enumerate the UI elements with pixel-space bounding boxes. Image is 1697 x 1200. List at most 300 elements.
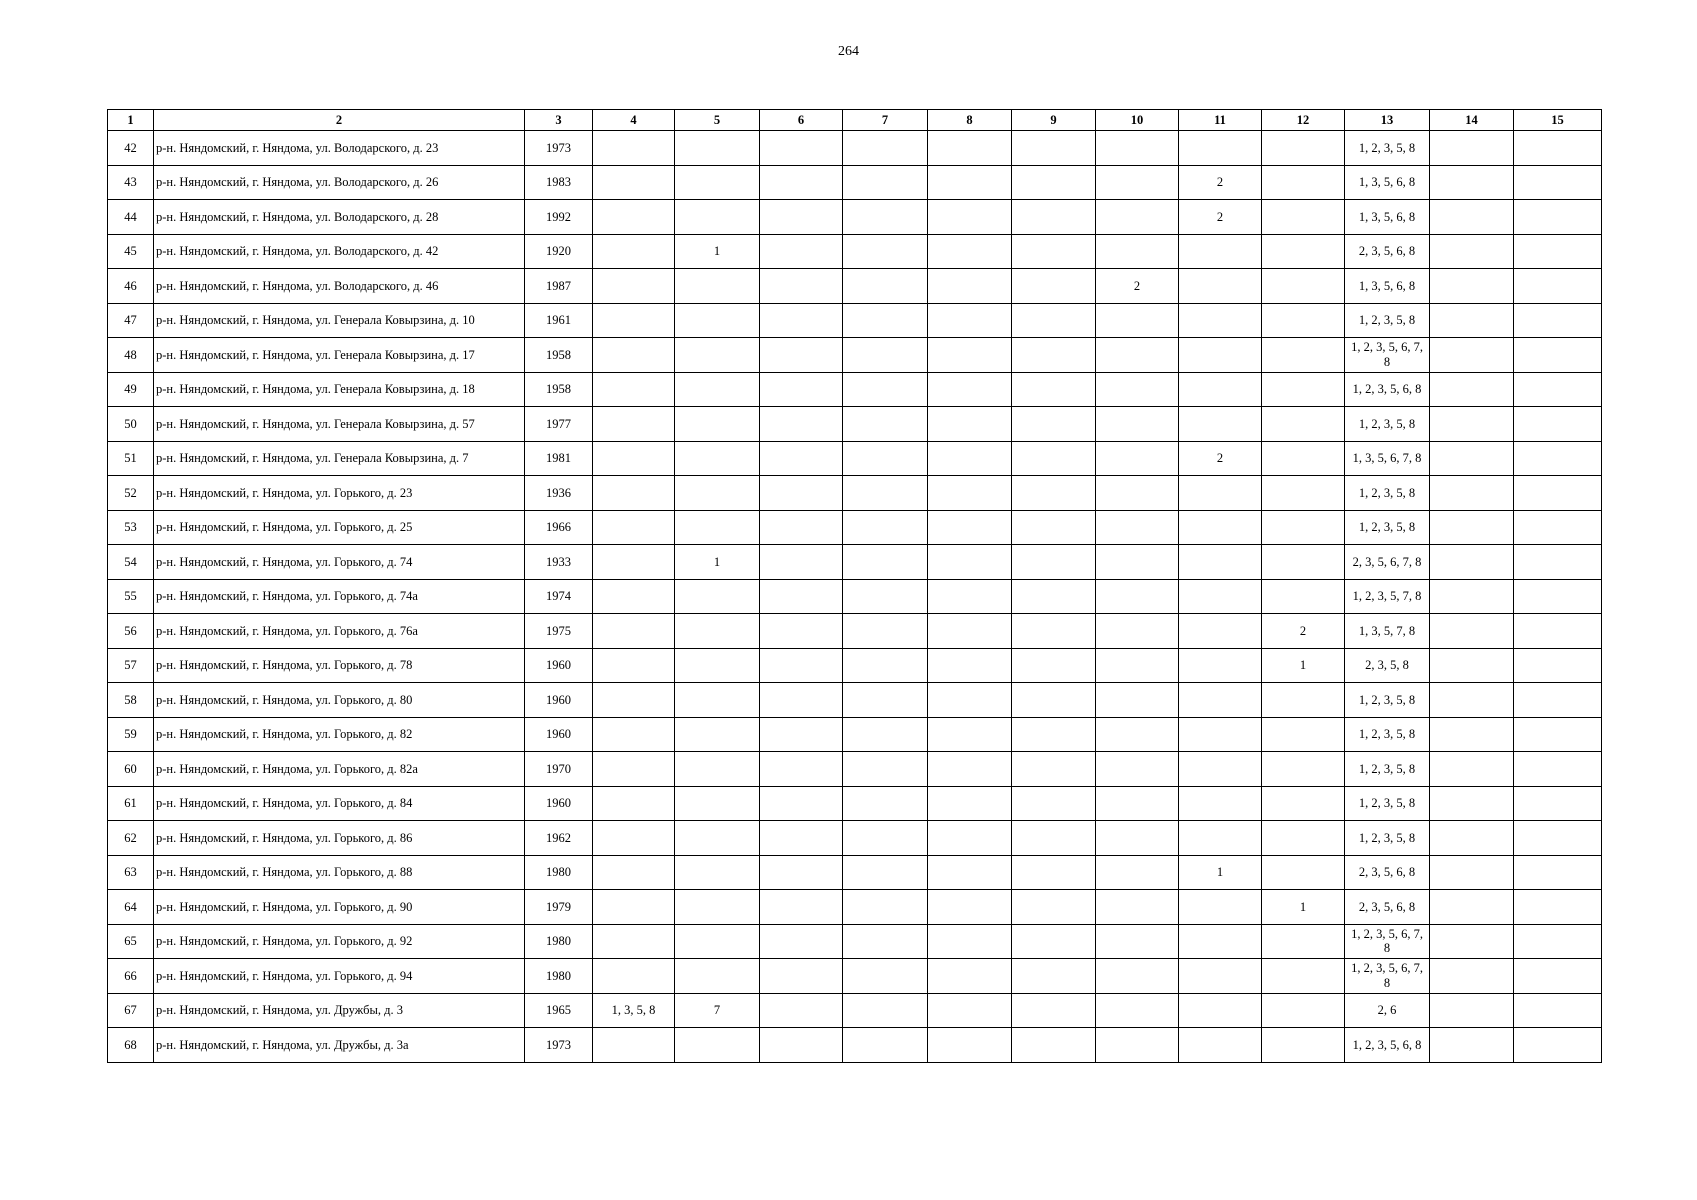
table-cell: 1, 2, 3, 5, 8 xyxy=(1345,786,1430,821)
row-number-cell: 63 xyxy=(108,855,154,890)
table-row xyxy=(108,855,1602,890)
table-cell xyxy=(675,269,760,304)
table-cell: 1, 3, 5, 8 xyxy=(593,993,675,1028)
table-cell xyxy=(760,510,843,545)
table-cell xyxy=(1179,579,1262,614)
table-cell: 1970 xyxy=(525,752,593,787)
table-cell xyxy=(593,510,675,545)
table-cell xyxy=(1430,924,1514,959)
table-cell xyxy=(1430,614,1514,649)
table-cell xyxy=(843,752,928,787)
column-header-15: 15 xyxy=(1514,110,1602,131)
table-cell xyxy=(1096,510,1179,545)
table-cell: 1 xyxy=(1262,648,1345,683)
table-cell xyxy=(928,855,1012,890)
table-cell xyxy=(843,717,928,752)
table-cell xyxy=(1262,924,1345,959)
table-row xyxy=(108,890,1602,925)
table-cell xyxy=(760,579,843,614)
table-cell: 1, 2, 3, 5, 8 xyxy=(1345,683,1430,718)
table-cell xyxy=(593,165,675,200)
table-cell xyxy=(1179,1028,1262,1063)
table-cell xyxy=(1262,579,1345,614)
table-cell xyxy=(593,1028,675,1063)
table-cell: 1981 xyxy=(525,441,593,476)
table-cell xyxy=(1262,545,1345,580)
table-cell: 2, 3, 5, 6, 7, 8 xyxy=(1345,545,1430,580)
table-cell xyxy=(843,890,928,925)
table-cell xyxy=(593,717,675,752)
table-cell xyxy=(928,614,1012,649)
column-header-6: 6 xyxy=(760,110,843,131)
row-number-cell: 60 xyxy=(108,752,154,787)
table-cell xyxy=(1096,890,1179,925)
table-cell: 1, 2, 3, 5, 8 xyxy=(1345,717,1430,752)
table-cell xyxy=(593,579,675,614)
table-cell xyxy=(593,821,675,856)
table-cell: 1975 xyxy=(525,614,593,649)
table-cell xyxy=(928,890,1012,925)
table-cell xyxy=(1514,476,1602,511)
table-cell xyxy=(1179,821,1262,856)
column-header-1: 1 xyxy=(108,110,154,131)
address-cell: р-н. Няндомский, г. Няндома, ул. Горького, д. 94 xyxy=(154,959,525,994)
table-cell xyxy=(1179,510,1262,545)
row-number-cell: 56 xyxy=(108,614,154,649)
column-header-3: 3 xyxy=(525,110,593,131)
table-cell xyxy=(1179,614,1262,649)
table-cell xyxy=(1514,131,1602,166)
table-cell: 2 xyxy=(1096,269,1179,304)
table-cell xyxy=(593,441,675,476)
table-row xyxy=(108,165,1602,200)
table-cell xyxy=(675,303,760,338)
table-cell: 2 xyxy=(1179,441,1262,476)
table-cell xyxy=(928,303,1012,338)
table-cell xyxy=(928,441,1012,476)
table-cell xyxy=(675,579,760,614)
table-cell xyxy=(760,1028,843,1063)
table-cell xyxy=(1096,993,1179,1028)
table-cell: 2, 3, 5, 6, 8 xyxy=(1345,234,1430,269)
address-cell: р-н. Няндомский, г. Няндома, ул. Генерала Ковырзина, д. 10 xyxy=(154,303,525,338)
table-row xyxy=(108,752,1602,787)
table-cell xyxy=(1514,579,1602,614)
table-row xyxy=(108,545,1602,580)
address-cell: р-н. Няндомский, г. Няндома, ул. Горького, д. 80 xyxy=(154,683,525,718)
address-cell: р-н. Няндомский, г. Няндома, ул. Горького, д. 82а xyxy=(154,752,525,787)
table-cell xyxy=(1012,510,1096,545)
table-cell xyxy=(1096,234,1179,269)
table-cell xyxy=(760,683,843,718)
table-cell xyxy=(1514,924,1602,959)
table-cell: 1987 xyxy=(525,269,593,304)
table-cell: 1974 xyxy=(525,579,593,614)
table-cell: 1960 xyxy=(525,786,593,821)
table-cell xyxy=(675,786,760,821)
table-cell xyxy=(1012,545,1096,580)
table-cell: 1, 2, 3, 5, 8 xyxy=(1345,821,1430,856)
row-number-cell: 48 xyxy=(108,338,154,373)
table-cell xyxy=(675,821,760,856)
row-number-cell: 46 xyxy=(108,269,154,304)
table-cell xyxy=(675,1028,760,1063)
table-cell xyxy=(843,786,928,821)
table-cell: 1, 2, 3, 5, 8 xyxy=(1345,510,1430,545)
table-cell xyxy=(1012,959,1096,994)
row-number-cell: 52 xyxy=(108,476,154,511)
table-cell: 2 xyxy=(1262,614,1345,649)
table-cell xyxy=(1514,786,1602,821)
row-number-cell: 68 xyxy=(108,1028,154,1063)
table-cell xyxy=(675,959,760,994)
table-row xyxy=(108,786,1602,821)
table-cell xyxy=(1012,683,1096,718)
table-cell: 1966 xyxy=(525,510,593,545)
table-cell xyxy=(843,338,928,373)
table-cell xyxy=(1179,786,1262,821)
address-cell: р-н. Няндомский, г. Няндома, ул. Горького, д. 78 xyxy=(154,648,525,683)
address-cell: р-н. Няндомский, г. Няндома, ул. Володарского, д. 28 xyxy=(154,200,525,235)
table-cell xyxy=(1179,752,1262,787)
table-cell xyxy=(1096,441,1179,476)
table-cell xyxy=(843,234,928,269)
table-row xyxy=(108,614,1602,649)
table-cell xyxy=(843,476,928,511)
address-cell: р-н. Няндомский, г. Няндома, ул. Володарского, д. 23 xyxy=(154,131,525,166)
table-cell xyxy=(1012,1028,1096,1063)
table-cell xyxy=(593,786,675,821)
row-number-cell: 49 xyxy=(108,372,154,407)
table-cell xyxy=(1096,1028,1179,1063)
table-cell xyxy=(843,269,928,304)
column-header-8: 8 xyxy=(928,110,1012,131)
table-cell xyxy=(1430,993,1514,1028)
table-cell xyxy=(760,752,843,787)
table-cell: 1980 xyxy=(525,959,593,994)
table-cell xyxy=(928,545,1012,580)
address-cell: р-н. Няндомский, г. Няндома, ул. Горького, д. 88 xyxy=(154,855,525,890)
table-cell xyxy=(675,165,760,200)
table-cell xyxy=(1514,407,1602,442)
table-cell xyxy=(1262,1028,1345,1063)
table-cell xyxy=(1430,269,1514,304)
address-cell: р-н. Няндомский, г. Няндома, ул. Горького, д. 74 xyxy=(154,545,525,580)
table-cell xyxy=(843,855,928,890)
table-cell xyxy=(593,407,675,442)
table-cell xyxy=(1262,269,1345,304)
table-cell xyxy=(1262,752,1345,787)
table-cell: 1, 3, 5, 6, 8 xyxy=(1345,200,1430,235)
address-cell: р-н. Няндомский, г. Няндома, ул. Горького, д. 86 xyxy=(154,821,525,856)
table-row xyxy=(108,234,1602,269)
column-header-5: 5 xyxy=(675,110,760,131)
table-cell xyxy=(1430,441,1514,476)
table-cell xyxy=(1096,407,1179,442)
row-number-cell: 62 xyxy=(108,821,154,856)
table-cell xyxy=(1262,786,1345,821)
table-cell xyxy=(1179,269,1262,304)
table-cell xyxy=(1514,890,1602,925)
table-cell xyxy=(1012,372,1096,407)
table-cell xyxy=(928,717,1012,752)
table-cell xyxy=(928,510,1012,545)
table-cell xyxy=(1096,786,1179,821)
table-cell xyxy=(928,752,1012,787)
address-cell: р-н. Няндомский, г. Няндома, ул. Генерала Ковырзина, д. 17 xyxy=(154,338,525,373)
table-cell xyxy=(593,200,675,235)
header-row xyxy=(108,110,1602,131)
data-table xyxy=(107,109,1602,1063)
table-cell xyxy=(1430,648,1514,683)
table-cell: 1, 3, 5, 6, 8 xyxy=(1345,165,1430,200)
table-row xyxy=(108,717,1602,752)
row-number-cell: 55 xyxy=(108,579,154,614)
column-header-12: 12 xyxy=(1262,110,1345,131)
table-cell: 2, 3, 5, 6, 8 xyxy=(1345,855,1430,890)
table-cell xyxy=(928,821,1012,856)
column-header-9: 9 xyxy=(1012,110,1096,131)
table-cell xyxy=(1012,131,1096,166)
table-cell xyxy=(760,441,843,476)
table-cell xyxy=(1514,993,1602,1028)
table-cell xyxy=(1179,924,1262,959)
table-cell xyxy=(843,303,928,338)
table-cell xyxy=(1430,959,1514,994)
table-cell xyxy=(1179,717,1262,752)
table-cell xyxy=(928,993,1012,1028)
table-cell: 1, 2, 3, 5, 8 xyxy=(1345,131,1430,166)
table-cell xyxy=(760,648,843,683)
table-cell xyxy=(1514,683,1602,718)
table-row xyxy=(108,372,1602,407)
table-cell xyxy=(843,614,928,649)
table-cell xyxy=(760,924,843,959)
table-cell: 2, 3, 5, 6, 8 xyxy=(1345,890,1430,925)
table-cell xyxy=(675,855,760,890)
row-number-cell: 67 xyxy=(108,993,154,1028)
page-number: 264 xyxy=(838,44,859,59)
table-cell xyxy=(760,545,843,580)
address-cell: р-н. Няндомский, г. Няндома, ул. Володарского, д. 26 xyxy=(154,165,525,200)
table-cell xyxy=(1430,476,1514,511)
table-cell xyxy=(1096,821,1179,856)
table-cell xyxy=(928,131,1012,166)
table-cell: 2 xyxy=(1179,165,1262,200)
table-cell: 1 xyxy=(675,545,760,580)
table-cell xyxy=(1096,338,1179,373)
table-cell xyxy=(928,269,1012,304)
table-cell xyxy=(593,924,675,959)
table-row xyxy=(108,993,1602,1028)
column-header-7: 7 xyxy=(843,110,928,131)
table-cell xyxy=(843,579,928,614)
table-cell: 1, 2, 3, 5, 6, 8 xyxy=(1345,1028,1430,1063)
column-header-13: 13 xyxy=(1345,110,1430,131)
row-number-cell: 58 xyxy=(108,683,154,718)
row-number-cell: 59 xyxy=(108,717,154,752)
address-cell: р-н. Няндомский, г. Няндома, ул. Дружбы, д. 3а xyxy=(154,1028,525,1063)
table-cell xyxy=(1179,545,1262,580)
table-cell xyxy=(1096,648,1179,683)
table-cell xyxy=(760,821,843,856)
table-cell xyxy=(593,614,675,649)
row-number-cell: 51 xyxy=(108,441,154,476)
row-number-cell: 50 xyxy=(108,407,154,442)
table-cell xyxy=(928,407,1012,442)
table-cell xyxy=(1096,372,1179,407)
table-cell xyxy=(675,200,760,235)
table-cell xyxy=(1262,510,1345,545)
table-cell xyxy=(1179,338,1262,373)
table-cell: 1980 xyxy=(525,855,593,890)
table-cell xyxy=(928,338,1012,373)
table-cell xyxy=(675,752,760,787)
table-cell xyxy=(675,407,760,442)
table-cell: 1983 xyxy=(525,165,593,200)
table-row xyxy=(108,1028,1602,1063)
table-cell xyxy=(843,441,928,476)
table-cell xyxy=(760,476,843,511)
column-header-10: 10 xyxy=(1096,110,1179,131)
table-cell xyxy=(843,200,928,235)
table-cell: 1, 2, 3, 5, 7, 8 xyxy=(1345,579,1430,614)
table-cell xyxy=(1096,200,1179,235)
address-cell: р-н. Няндомский, г. Няндома, ул. Генерала Ковырзина, д. 57 xyxy=(154,407,525,442)
table-cell xyxy=(1430,890,1514,925)
table-cell xyxy=(1096,752,1179,787)
table-cell xyxy=(1096,717,1179,752)
table-cell xyxy=(1262,683,1345,718)
table-cell xyxy=(675,510,760,545)
table-cell xyxy=(593,269,675,304)
table-cell xyxy=(1012,338,1096,373)
table-row xyxy=(108,338,1602,373)
table-cell xyxy=(1012,890,1096,925)
table-cell: 1, 2, 3, 5, 8 xyxy=(1345,476,1430,511)
table-cell xyxy=(760,855,843,890)
address-cell: р-н. Няндомский, г. Няндома, ул. Горького, д. 74а xyxy=(154,579,525,614)
address-cell: р-н. Няндомский, г. Няндома, ул. Володарского, д. 42 xyxy=(154,234,525,269)
table-cell xyxy=(1430,165,1514,200)
table-cell xyxy=(928,579,1012,614)
table-cell xyxy=(760,131,843,166)
table-cell xyxy=(928,200,1012,235)
table-cell xyxy=(1514,648,1602,683)
table-cell xyxy=(1262,200,1345,235)
table-cell xyxy=(1262,165,1345,200)
table-cell: 1 xyxy=(1262,890,1345,925)
table-cell xyxy=(1514,200,1602,235)
row-number-cell: 42 xyxy=(108,131,154,166)
table-cell: 1980 xyxy=(525,924,593,959)
table-cell xyxy=(1096,131,1179,166)
table-cell: 1, 3, 5, 7, 8 xyxy=(1345,614,1430,649)
table-cell xyxy=(1514,545,1602,580)
table-cell xyxy=(1262,234,1345,269)
table-cell xyxy=(760,890,843,925)
column-header-14: 14 xyxy=(1430,110,1514,131)
table-cell: 1 xyxy=(1179,855,1262,890)
table-cell: 2, 3, 5, 8 xyxy=(1345,648,1430,683)
table-row xyxy=(108,269,1602,304)
table-cell xyxy=(760,959,843,994)
table-cell xyxy=(1514,165,1602,200)
table-cell xyxy=(1430,683,1514,718)
table-cell xyxy=(675,717,760,752)
table-cell xyxy=(760,200,843,235)
table-cell: 1979 xyxy=(525,890,593,925)
table-cell xyxy=(1514,959,1602,994)
column-header-4: 4 xyxy=(593,110,675,131)
address-cell: р-н. Няндомский, г. Няндома, ул. Горького, д. 84 xyxy=(154,786,525,821)
table-cell xyxy=(1430,234,1514,269)
address-cell: р-н. Няндомский, г. Няндома, ул. Горького, д. 23 xyxy=(154,476,525,511)
address-cell: р-н. Няндомский, г. Няндома, ул. Горького, д. 25 xyxy=(154,510,525,545)
table-cell xyxy=(760,614,843,649)
table-cell xyxy=(1096,545,1179,580)
table-cell xyxy=(1179,407,1262,442)
row-number-cell: 43 xyxy=(108,165,154,200)
table-cell xyxy=(1430,752,1514,787)
table-cell: 2, 6 xyxy=(1345,993,1430,1028)
table-cell xyxy=(1262,303,1345,338)
table-cell xyxy=(1012,269,1096,304)
table-cell xyxy=(675,924,760,959)
table-cell xyxy=(1514,855,1602,890)
table-cell xyxy=(1262,338,1345,373)
table-cell xyxy=(843,993,928,1028)
table-row xyxy=(108,821,1602,856)
table-cell: 1973 xyxy=(525,1028,593,1063)
table-row xyxy=(108,510,1602,545)
table-cell xyxy=(593,476,675,511)
row-number-cell: 44 xyxy=(108,200,154,235)
row-number-cell: 66 xyxy=(108,959,154,994)
table-row xyxy=(108,476,1602,511)
table-cell xyxy=(760,407,843,442)
address-cell: р-н. Няндомский, г. Няндома, ул. Горького, д. 82 xyxy=(154,717,525,752)
table-cell xyxy=(593,234,675,269)
table-cell xyxy=(843,1028,928,1063)
table-cell: 1, 2, 3, 5, 8 xyxy=(1345,303,1430,338)
table-cell xyxy=(1430,545,1514,580)
table-cell: 1, 2, 3, 5, 6, 7, 8 xyxy=(1345,959,1430,994)
row-number-cell: 54 xyxy=(108,545,154,580)
row-number-cell: 64 xyxy=(108,890,154,925)
table-cell xyxy=(760,303,843,338)
column-header-11: 11 xyxy=(1179,110,1262,131)
table-cell xyxy=(1514,1028,1602,1063)
table-cell xyxy=(1012,407,1096,442)
address-cell: р-н. Няндомский, г. Няндома, ул. Генерала Ковырзина, д. 18 xyxy=(154,372,525,407)
table-cell xyxy=(1430,372,1514,407)
address-cell: р-н. Няндомский, г. Няндома, ул. Горького, д. 76а xyxy=(154,614,525,649)
table-cell xyxy=(675,131,760,166)
table-row xyxy=(108,579,1602,614)
table-cell xyxy=(1012,476,1096,511)
table-cell xyxy=(1179,372,1262,407)
table-cell: 1960 xyxy=(525,717,593,752)
table-cell xyxy=(1012,993,1096,1028)
table-cell xyxy=(1012,303,1096,338)
table-cell xyxy=(593,131,675,166)
table-cell xyxy=(1012,717,1096,752)
table-cell xyxy=(1430,786,1514,821)
table-cell xyxy=(1096,924,1179,959)
row-number-cell: 45 xyxy=(108,234,154,269)
table-cell: 1, 2, 3, 5, 8 xyxy=(1345,752,1430,787)
